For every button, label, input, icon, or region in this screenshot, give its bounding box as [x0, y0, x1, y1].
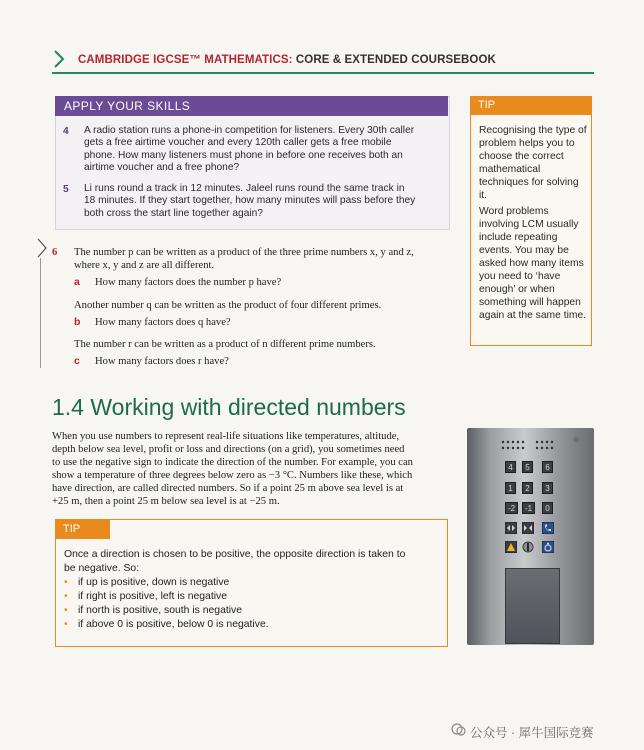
- list-item-text: if north is positive, south is negative: [78, 605, 243, 616]
- part-c-text: How many factors does r have?: [95, 356, 229, 367]
- part-b-label: b: [74, 316, 81, 328]
- floor-button-4[interactable]: 4: [505, 461, 516, 473]
- list-item: [64, 576, 442, 590]
- tip-bottom-line-1: Once a direction is chosen to be positive, the opposite direction is taken to: [64, 549, 406, 560]
- part-b-text: How many factors does q have?: [95, 317, 231, 328]
- list-item-text: if up is positive, down is negative: [78, 577, 230, 588]
- question-6-line-1: The number p can be written as a product of the three prime numbers x, y and z,: [74, 247, 414, 258]
- alarm-bell-icon[interactable]: [505, 541, 517, 553]
- speaker-grille-icon: [534, 439, 558, 452]
- list-item-text: if right is positive, left is negative: [78, 591, 228, 602]
- question-4-line: A radio station runs a phone-in competition for listeners. Every 30th caller: [84, 125, 415, 136]
- body-line: have direction, are called directed numbers. So if a point 25 m above sea level is at: [52, 483, 404, 494]
- bullet: •: [64, 591, 68, 602]
- tip-right-para-1: Recognising the type of problem helps you to choose the correct mathematical techniques for solving it.: [479, 125, 587, 201]
- elevator-bottom-plate: [505, 568, 560, 644]
- door-close-icon[interactable]: [522, 522, 534, 534]
- floor-button-0[interactable]: 0: [542, 502, 553, 514]
- list-item: [64, 604, 442, 618]
- part-a-text: How many factors does the number p have?: [95, 277, 282, 288]
- question-6-r-line: The number r can be written as a product of n different prime numbers.: [74, 339, 376, 350]
- question-5-text: [84, 183, 444, 220]
- body-line: +25 m, then a point 25 m below sea level is at −25 m.: [52, 496, 280, 507]
- watermark-text: 公众号 · 犀牛国际竞赛: [470, 726, 594, 740]
- part-c-label: c: [74, 355, 80, 367]
- tip-bottom-list: [64, 576, 442, 632]
- floor-button-6[interactable]: 6: [542, 461, 553, 473]
- question-4-line: gets a free airtime voucher and every 120th caller gets a free mobile: [84, 137, 392, 149]
- question-4-line: airtime voucher and a free phone?: [84, 162, 240, 174]
- floor-button-2[interactable]: 2: [522, 482, 533, 494]
- question-5-number: 5: [63, 184, 69, 195]
- question-5-line: Li runs round a track in 12 minutes. Jaleel runs round the same track in: [84, 183, 405, 194]
- bullet: •: [64, 605, 68, 616]
- question-5-line: both cross the start line together again?: [84, 207, 263, 219]
- question-5-line: 18 minutes. If they start together, how many minutes will pass before they: [84, 195, 416, 207]
- book-title-prefix: CAMBRIDGE IGCSE™ MATHEMATICS:: [78, 54, 293, 66]
- apply-skills-title: APPLY YOUR SKILLS: [55, 96, 448, 116]
- question-6-line-2: where x, y and z are all different.: [74, 260, 215, 271]
- bullet: •: [64, 619, 68, 630]
- wechat-logo-icon: [451, 722, 466, 737]
- tip-bottom-text: [64, 548, 442, 632]
- floor-button-minus-1[interactable]: -1: [522, 502, 535, 514]
- book-running-header: [78, 54, 496, 66]
- tip-right-text: [479, 124, 587, 325]
- header-divider: [52, 72, 594, 74]
- floor-button-3[interactable]: 3: [542, 482, 553, 494]
- question-4-number: 4: [63, 126, 69, 137]
- extended-marker-line: [40, 258, 41, 368]
- question-6-q-line: Another number q can be written as the product of four different primes.: [74, 300, 382, 311]
- bullet: •: [64, 577, 68, 588]
- extended-marker-chevron-icon: [36, 238, 48, 258]
- speaker-grille-icon: [500, 439, 528, 452]
- door-open-icon[interactable]: [505, 522, 517, 534]
- part-a-label: a: [74, 276, 80, 288]
- screw-icon: [573, 436, 580, 443]
- question-6-stem: [74, 246, 446, 272]
- body-line: to use the negative sign to indicate the direction of the number. For example, you can: [52, 457, 413, 468]
- floor-button-minus-2[interactable]: -2: [505, 502, 518, 514]
- question-4-line: phone. How many listeners must phone in before one receives both an: [84, 149, 403, 161]
- body-line: depth below sea level, profit or loss and directions (on a grid), you sometimes need: [52, 444, 405, 455]
- body-line: When you use numbers to represent real-life situations like temperatures, altitude,: [52, 431, 400, 442]
- section-body: [52, 430, 446, 508]
- tip-right-label: TIP: [470, 96, 592, 115]
- list-item: [64, 618, 442, 632]
- question-6-number: 6: [52, 247, 58, 258]
- floor-button-5[interactable]: 5: [522, 461, 533, 473]
- phone-icon[interactable]: [542, 522, 554, 534]
- floor-button-1[interactable]: 1: [505, 482, 516, 494]
- question-4-text: [84, 125, 444, 175]
- key-switch-icon[interactable]: [522, 541, 534, 553]
- chevron-right-icon: [52, 50, 66, 68]
- wheelchair-icon[interactable]: [542, 541, 554, 553]
- tip-bottom-line-2: be negative. So:: [64, 563, 140, 574]
- body-line: show a temperature of three degrees below zero as −3 °C. Numbers like these, which: [52, 470, 413, 481]
- list-item-text: if above 0 is positive, below 0 is negative.: [78, 619, 269, 630]
- book-title-suffix: CORE & EXTENDED COURSEBOOK: [295, 54, 496, 66]
- tip-bottom-label: TIP: [55, 519, 110, 539]
- section-heading: 1.4 Working with directed numbers: [52, 394, 406, 420]
- tip-right-para-2: Word problems involving LCM usually include repeating events. You may be asked how many items you need to ‘have enough’ or when something will happen again at the same time.: [479, 206, 587, 321]
- list-item: [64, 590, 442, 604]
